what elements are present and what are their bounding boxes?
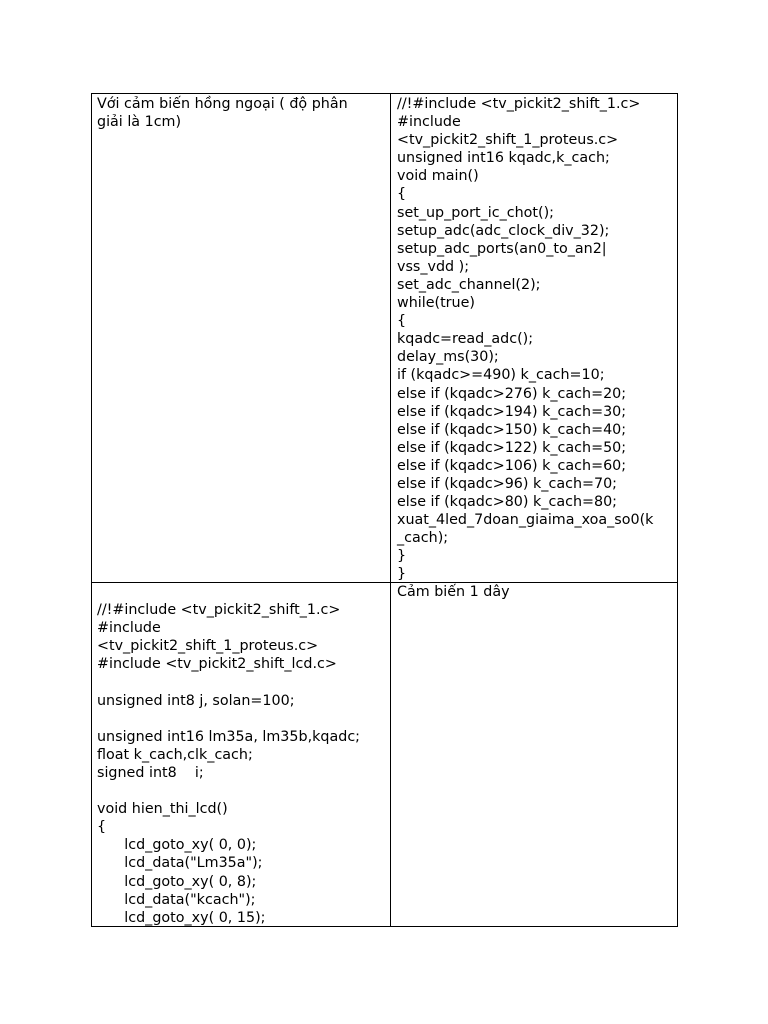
text-line: lcd_data("kcach");	[97, 891, 256, 908]
text-line: giải là 1cm)	[97, 114, 182, 131]
text-line: lcd_goto_xy( 0, 15);	[97, 909, 266, 926]
document-table	[91, 93, 678, 927]
text-line: //!#include <tv_pickit2_shift_1.c>	[97, 602, 341, 619]
code-block	[92, 583, 390, 926]
cell-top-left	[92, 94, 391, 583]
text-line: <tv_pickit2_shift_1_proteus.c>	[397, 132, 619, 149]
text-line: Với cảm biến hồng ngoại ( độ phân	[97, 96, 348, 112]
text-line: unsigned int16 kqadc,k_cach;	[397, 150, 610, 167]
text-line: else if (kqadc>106) k_cach=60;	[397, 457, 627, 474]
text-line: set_adc_channel(2);	[397, 276, 541, 293]
text-line: void hien_thi_lcd()	[97, 801, 228, 818]
text-line: Cảm biến 1 dây	[397, 584, 510, 600]
text-line: else if (kqadc>194) k_cach=30;	[397, 403, 627, 420]
text-line	[97, 583, 390, 601]
text-line: {	[97, 819, 107, 836]
cell-bottom-left	[92, 583, 391, 926]
text-line: #include	[97, 620, 161, 637]
text-line: #include <tv_pickit2_shift_lcd.c>	[97, 656, 337, 673]
text-line: unsigned int16 lm35a, lm35b,kqadc;	[97, 728, 360, 745]
cell-top-right	[391, 94, 677, 583]
cell-bottom-right	[391, 583, 677, 926]
text-line: else if (kqadc>122) k_cach=50;	[397, 439, 627, 456]
text-line: void main()	[397, 168, 479, 185]
text-line: signed int8 i;	[97, 764, 204, 781]
text-line: else if (kqadc>96) k_cach=70;	[397, 475, 617, 492]
text-line: lcd_goto_xy( 0, 8);	[97, 873, 257, 890]
text-line: _cach);	[397, 530, 449, 547]
text-line: xuat_4led_7doan_giaima_xoa_so0(k	[397, 512, 654, 529]
text-line: if (kqadc>=490) k_cach=10;	[397, 367, 605, 384]
text-line: setup_adc(adc_clock_div_32);	[397, 222, 610, 239]
code-block	[391, 94, 677, 583]
text-line: }	[397, 548, 407, 565]
text-line: setup_adc_ports(an0_to_an2|	[397, 240, 607, 257]
text-line: //!#include <tv_pickit2_shift_1.c>	[397, 96, 641, 112]
text-line: lcd_data("Lm35a");	[97, 855, 263, 872]
cell-text	[92, 94, 390, 131]
text-line: {	[397, 313, 407, 330]
text-line: float k_cach,clk_cach;	[97, 746, 253, 763]
text-line: set_up_port_ic_chot();	[397, 204, 554, 221]
text-line: }	[397, 566, 407, 583]
text-line	[97, 710, 390, 728]
text-line: delay_ms(30);	[397, 349, 499, 366]
text-line: while(true)	[397, 295, 475, 312]
text-line: <tv_pickit2_shift_1_proteus.c>	[97, 638, 319, 655]
text-line: vss_vdd );	[397, 258, 470, 275]
cell-text	[391, 583, 677, 601]
text-line: unsigned int8 j, solan=100;	[97, 692, 295, 709]
text-line	[97, 673, 390, 691]
text-line: {	[397, 186, 407, 203]
text-line	[97, 782, 390, 800]
text-line: else if (kqadc>276) k_cach=20;	[397, 385, 627, 402]
text-line: #include	[397, 114, 461, 131]
text-line: kqadc=read_adc();	[397, 331, 534, 348]
text-line: lcd_goto_xy( 0, 0);	[97, 837, 257, 854]
text-line: else if (kqadc>80) k_cach=80;	[397, 494, 617, 511]
text-line: else if (kqadc>150) k_cach=40;	[397, 421, 627, 438]
